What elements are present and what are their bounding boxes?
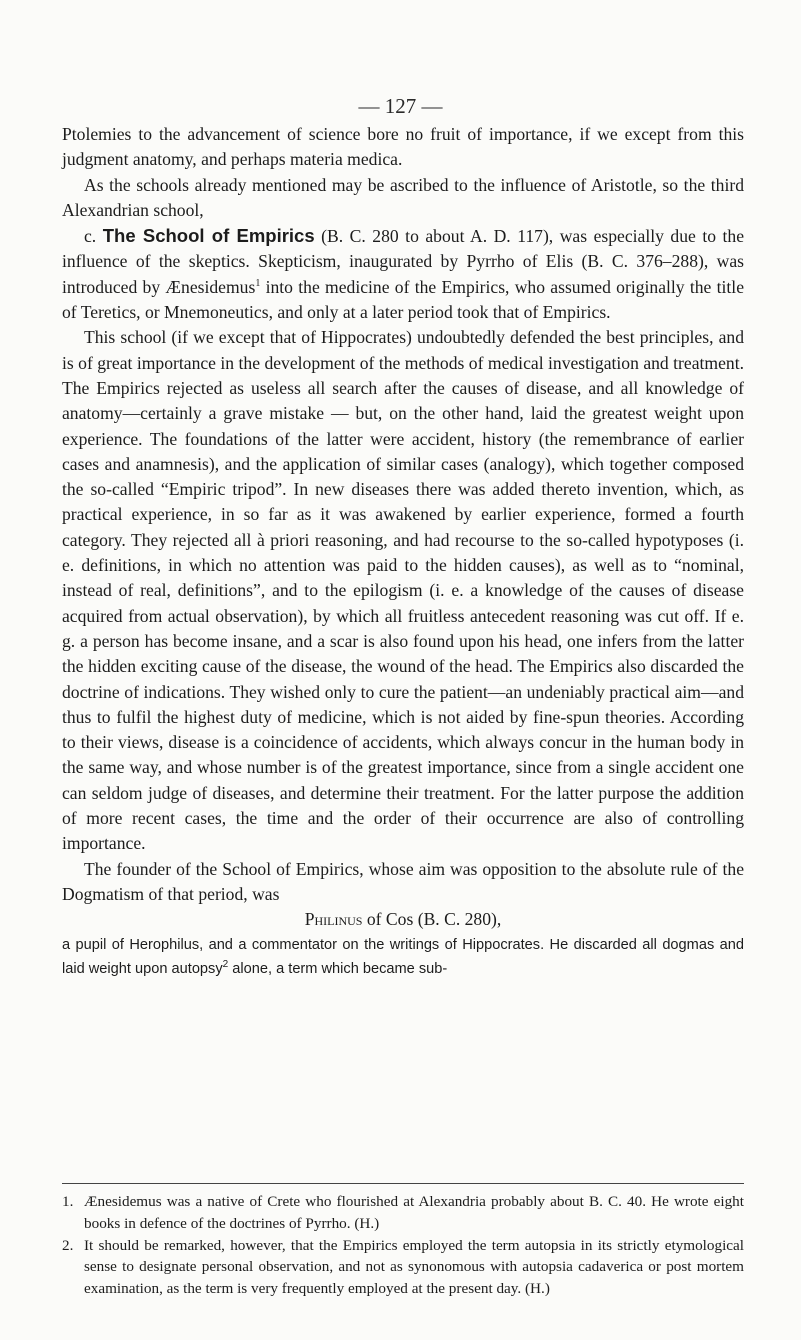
section-heading-paragraph	[62, 223, 744, 325]
paragraph-4: The founder of the School of Empirics, whose aim was opposition to the absolute rule of the Dogmatism of that period, was	[62, 858, 744, 904]
section-title: The School of Empirics	[102, 225, 315, 247]
paragraph-3: This school (if we except that of Hippocrates) undoubtedly defended the best principles, and is of great importance in the development of the methods of medical investigation and treatment. The Empirics rejected as useless all search after the causes of disease, and all knowledge of anatomy—certainly a grave mistake — but, on the other hand, laid the greatest weight upon experience. The foundations of the latter were accident, history (the remembrance of earlier cases and anamnesis), and the application of similar cases (analogy), which together composed the so-called “Empiric tripod”. In new diseases there was added thereto invention, which, as practical experience, in so far as it was awakened by earlier experience, formed a fourth category. They rejected all à priori reasoning, and had recourse to the so-called hypotyposes (i. e. definitions, in which no attention was paid to the hidden causes), as well as to “nominal, instead of real, definitions”, and to the epilogism (i. e. a knowledge of the causes of disease acquired from actual observation), by which all fruitless antecedent reasoning was cut off. If e. g. a person has become insane, and a scar is also found upon his head, one infers from the latter the hidden exciting cause of the disease, the wound of the head. The Empirics also discarded the doctrine of indications. They wished only to cure the patient—an undeniably practical aim—and thus to fulfil the highest duty of medicine, which is not aided by fine-spun theories. According to their views, disease is a coincidence of accidents, which always concur in the human body in the same way, and whose number is of the greatest importance, since from a single accident one can seldom judge of diseases, and determine their treatment. For the latter purpose the addition of more recent cases, the time and the order of their occurrence are also of controlling importance.	[62, 327, 744, 854]
small-text-a: a pupil of Herophilus, and a commentator on the writings of Hippocrates. He discarded all dogmas and laid weight upon autopsy	[62, 936, 744, 977]
footnote-number: 2.	[62, 1236, 74, 1254]
small-text-b: alone, a term which became sub-	[228, 960, 448, 977]
footnote-1	[62, 1191, 744, 1235]
section-letter: c.	[84, 226, 97, 247]
page-number: — 127 —	[358, 94, 443, 118]
footnote-text: Ænesidemus was a native of Crete who flourished at Alexandria probably about B. C. 40. He wrote eight books in defence of the doctrines of Pyrrho. (H.)	[84, 1193, 744, 1232]
paragraph-2: As the schools already mentioned may be ascribed to the influence of Aristotle, so the third Alexandrian school,	[62, 174, 744, 220]
footnote-text: It should be remarked, however, that the Empirics employed the term autopsia in its strictly etymological sense to designate personal observation, and not as synonomous with autopsia cadaverica or post mortem examination, as the term is very frequently employed at the present day. (H.)	[84, 1236, 744, 1298]
person-name: Philinus	[304, 909, 363, 930]
footnote-ref-2[interactable]: 2	[222, 958, 229, 970]
footnote-ref-1[interactable]: 1	[255, 277, 261, 289]
section-text-b: into the medicine of the Empirics, who assumed originally the title of Teretics, or Mnemoneutics, and only at a later period took that of Empirics.	[62, 276, 745, 323]
footnote-number: 1.	[62, 1193, 74, 1210]
name-line-rest: of Cos (B. C. 280),	[362, 909, 502, 930]
footnotes	[62, 1191, 744, 1300]
body-text	[62, 122, 744, 981]
small-paragraph	[62, 933, 744, 981]
footnote-rule	[62, 1183, 744, 1184]
section-text-a: (B. C. 280 to about A. D. 117), was especially due to the influence of the skeptics. Skepticism, inaugurated by Pyrrho of Elis (B. C. 376–288), was introduced by Ænesidemus	[62, 226, 744, 297]
footnote-2	[62, 1235, 744, 1300]
paragraph-1: Ptolemies to the advancement of science bore no fruit of importance, if we except from this judgment anatomy, and perhaps materia medica.	[62, 124, 744, 170]
name-line	[62, 907, 744, 932]
